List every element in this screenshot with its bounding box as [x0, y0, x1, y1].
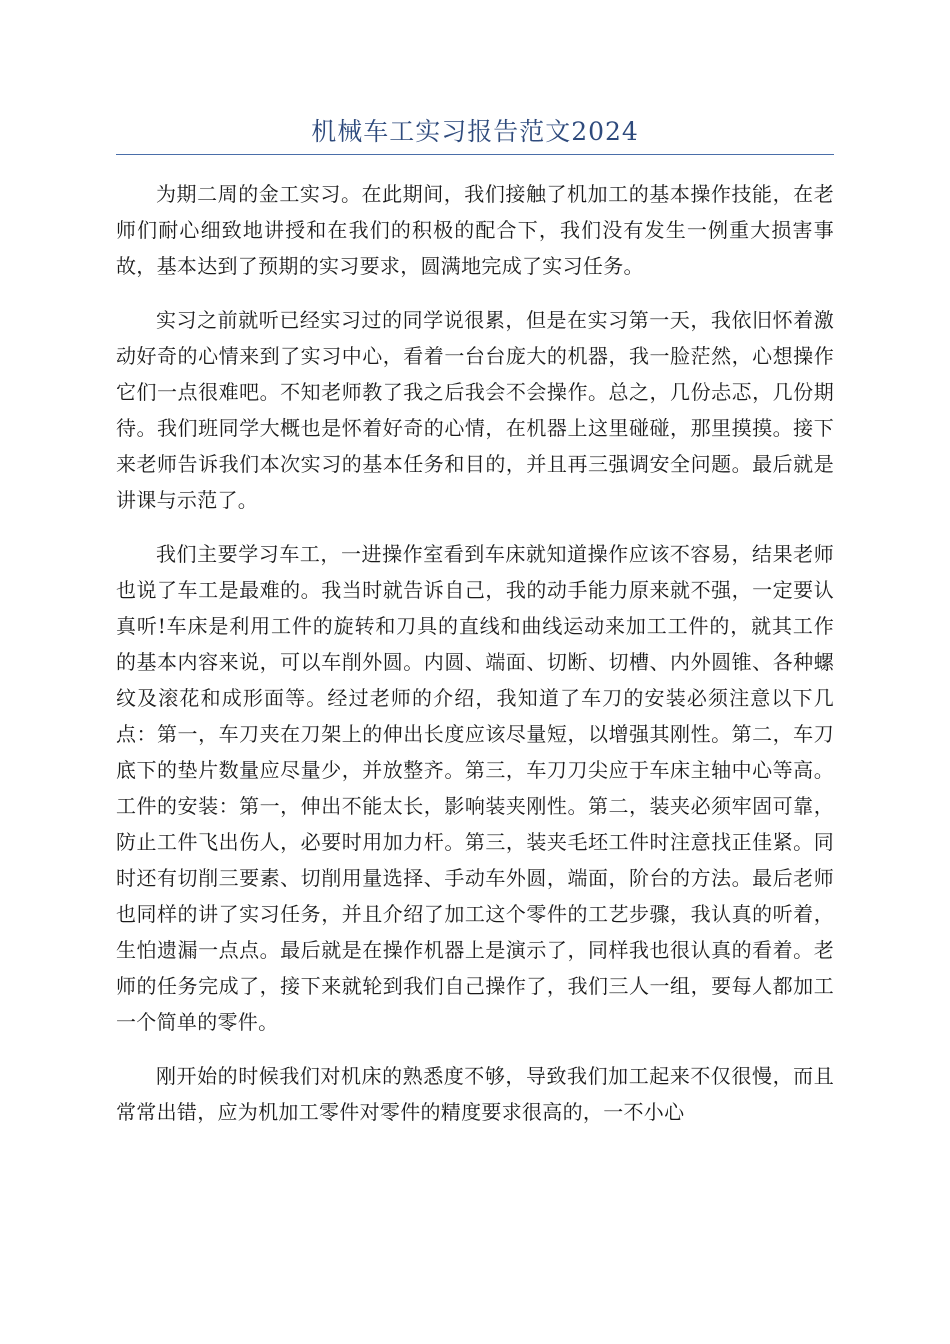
- page-title: 机械车工实习报告范文2024: [311, 117, 639, 146]
- title-underline: [116, 154, 834, 155]
- paragraph-4: 刚开始的时候我们对机床的熟悉度不够，导致我们加工起来不仅很慢，而且常常出错，应为机加工零件对零件的精度要求很高的，一不小心: [116, 1064, 834, 1124]
- paragraph-2: 实习之前就听已经实习过的同学说很累，但是在实习第一天，我依旧怀着激动好奇的心情来到了实习中心，看着一台台庞大的机器，我一脸茫然，心想操作它们一点很难吧。不知老师教了我之后我会不会操作。总之，几份忐忑，几份期待。我们班同学大概也是怀着好奇的心情，在机器上这里碰碰，那里摸摸。接下来老师告诉我们本次实习的基本任务和目的，并且再三强调安全问题。最后就是讲课与示范了。: [116, 308, 834, 512]
- document-body: [116, 176, 834, 1148]
- paragraph-3: 我们主要学习车工，一进操作室看到车床就知道操作应该不容易，结果老师也说了车工是最难的。我当时就告诉自己，我的动手能力原来就不强，一定要认真听!车床是利用工件的旋转和刀具的直线和曲线运动来加工工件的，就其工作的基本内容来说，可以车削外圆。内圆、端面、切断、切槽、内外圆锥、各种螺纹及滚花和成形面等。经过老师的介绍，我知道了车刀的安装必须注意以下几点：第一，车刀夹在刀架上的伸出长度应该尽量短，以增强其刚性。第二，车刀底下的垫片数量应尽量少，并放整齐。第三，车刀刀尖应于车床主轴中心等高。工件的安装：第一，伸出不能太长，影响装夹刚性。第二，装夹必须牢固可靠，防止工件飞出伤人，必要时用加力杆。第三，装夹毛坯工件时注意找正佳紧。同时还有切削三要素、切削用量选择、手动车外圆，端面，阶台的方法。最后老师也同样的讲了实习任务，并且介绍了加工这个零件的工艺步骤，我认真的听着，生怕遗漏一点点。最后就是在操作机器上是演示了，同样我也很认真的看着。老师的任务完成了，接下来就轮到我们自己操作了，我们三人一组，要每人都加工一个简单的零件。: [116, 542, 834, 1034]
- paragraph-1: 为期二周的金工实习。在此期间，我们接触了机加工的基本操作技能，在老师们耐心细致地讲授和在我们的积极的配合下，我们没有发生一例重大损害事故，基本达到了预期的实习要求，圆满地完成了实习任务。: [116, 182, 834, 278]
